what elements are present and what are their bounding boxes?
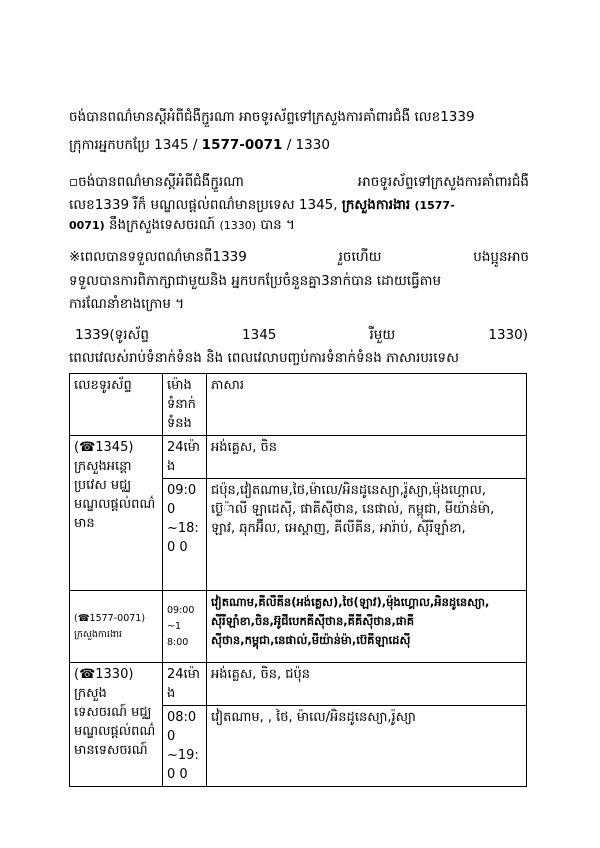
contact-hours-caption: ពេលវេលស់រាប់ទំនាក់ទំនង និង ពេលវេលាបញ្ចប់ការទំនាក់ទំនង ភាសារបរទេស xyxy=(69,350,459,366)
languages-cell: អង់គ្លេស, ចិន, ជប៉ុន xyxy=(207,663,527,706)
translator-numbers-prefix: ក្រុការអ្នកបកប្រែ 1345 / xyxy=(69,137,198,153)
immigration-center-cell: (☎1345) ក្រសួងអន្តោប្រវេស មជ្ឈមណ្ឌលផ្ដល់ពណ៌មាន xyxy=(70,436,163,591)
hours-cell: 09:00~1 8:00 xyxy=(163,591,207,663)
paragraph3-line1-a: ※ពេលបានទទួលពណ៌មានពី1339 xyxy=(69,249,247,265)
tourism-number-suffix: / 1330 xyxy=(286,137,330,153)
header-phone-number: លេខទូរស័ព្ទ xyxy=(70,374,163,436)
table-header-row xyxy=(70,374,527,436)
paragraph2-line3-end: បាន ។ xyxy=(260,217,295,233)
paragraph2-line3 xyxy=(69,216,295,235)
labor-ministry-number-open: (1577- xyxy=(414,199,455,212)
hours-cell: 24ម៉ោ ង xyxy=(163,436,207,479)
contact-number-1339: 1339(ទូរស័ព្ទ xyxy=(75,327,149,343)
paragraph3-line1-b: រួចហើយ xyxy=(338,249,382,265)
paragraph2-line2-a: លេខ1339 រឺក៏ មណ្ឌលផ្តល់ពណ៌មានប្រទេស 1345, xyxy=(69,197,338,213)
paragraph2-line1-left: ▫ចង់បានពណ៌មានស្ដីអំពីជំងឺក្ជួរណា xyxy=(69,174,244,190)
contact-number-or: រឺមួយ xyxy=(369,327,396,343)
paragraph3-line1 xyxy=(69,248,529,266)
paragraph1-line1: ចង់បានពណ៌មានស្ដីអំពីជំងឺក្ជួរណា អាចទូរស័ព្ទទៅក្រសួងការគាំពារជំងឺ លេខ1339 xyxy=(69,109,475,125)
header-contact-hours: ម៉ោង ទំនាក់ ទំនង xyxy=(163,374,207,436)
languages-cell: វៀតណាម, , ថៃ, ម៉ាលេ/អិនដូនេស្យា,រ៉ូស្យា xyxy=(207,706,527,787)
paragraph3-line3: ការណែនាំខាងក្រោម ។ xyxy=(69,296,185,312)
table-row xyxy=(70,591,527,663)
hours-cell: 09:00 ~18:0 0 xyxy=(163,479,207,591)
tourism-ministry-label: នឹងក្រសួងទេសចរណ៍ xyxy=(108,217,216,233)
contact-number-1330: 1330) xyxy=(488,327,528,343)
labor-ministry-number: 1577-0071 xyxy=(201,137,283,153)
languages-cell: វៀតណាម,គីលីគីន(អង់គ្លេស),ថៃ(ឡាវ),ម៉ុងហ្គោល,អិនដូនេស្យា, ស៊ីរីឡាំខា,ចិន,អ៊ូជីបេកគីស៊ីថាន,គីគីស៊ីថាន,ផាគីស៊ីថាន,កម្ពុជា,នេផាល់,មីយ៉ាន់ម៉ា,ប៊េគីឡាដេស៊ី xyxy=(207,591,527,663)
hours-cell: 24ម៉ោ ង xyxy=(163,663,207,706)
languages-cell: អង់គ្លេស, ចិន xyxy=(207,436,527,479)
labor-ministry-cell: (☎1577-0071) ក្រសួងការងារ xyxy=(70,591,163,663)
labor-ministry-number-close: 0071) xyxy=(69,219,105,232)
paragraph2-line1 xyxy=(69,173,529,191)
paragraph3-line2: ទទួលបានការពិភាក្សាជាមួយនិង អ្នកបកប្រែចំនួនគ្នា3នាក់បាន ដោយធ្វើតាម xyxy=(69,273,442,289)
tourism-center-cell: (☎1330) ក្រសួងទេសចរណ៍ មជ្ឈមណ្ឌលផ្ដល់ពណ៌មានទេសចរណ៍ xyxy=(70,663,163,787)
table-row xyxy=(70,663,527,706)
contact-number-1345: 1345 xyxy=(242,327,277,343)
hours-cell: 08:00 ~19:0 0 xyxy=(163,706,207,787)
phone-language-table xyxy=(69,373,527,787)
paragraph2-line2 xyxy=(69,196,455,215)
table-row xyxy=(70,436,527,479)
tourism-ministry-number: (1330) xyxy=(219,219,257,232)
paragraph2-line1-right: អាចទូរស័ព្ទទៅក្រសួងការគាំពារជំងឺ xyxy=(357,174,529,190)
header-languages: ភាសារ xyxy=(207,374,527,436)
labor-ministry-label: ក្រសួងការងារ xyxy=(341,197,411,213)
paragraph3-line1-c: បងប្អូនអាច xyxy=(473,249,529,265)
paragraph1-line2 xyxy=(69,136,330,154)
contact-numbers-line xyxy=(75,326,528,344)
languages-cell: ជប៉ុន,វៀតណាម,ថៃ,ម៉ាលេ/អិនដូនេស្យា,រ៉ូស្យា,ម៉ុងហ្គោល, ប៊េ្ង៉ាលី ឡាដេស៊ី, ផាគីស៊ីថាន, នេផាល់, កម្ពុជា, មីយ៉ាន់ម៉ា, ឡាវ, ឆុកអ៊ីល, អេស្ដាញ, គីលីគីន, អារ៉ាប់, ស៊ីរីឡាំខា, xyxy=(207,479,527,591)
